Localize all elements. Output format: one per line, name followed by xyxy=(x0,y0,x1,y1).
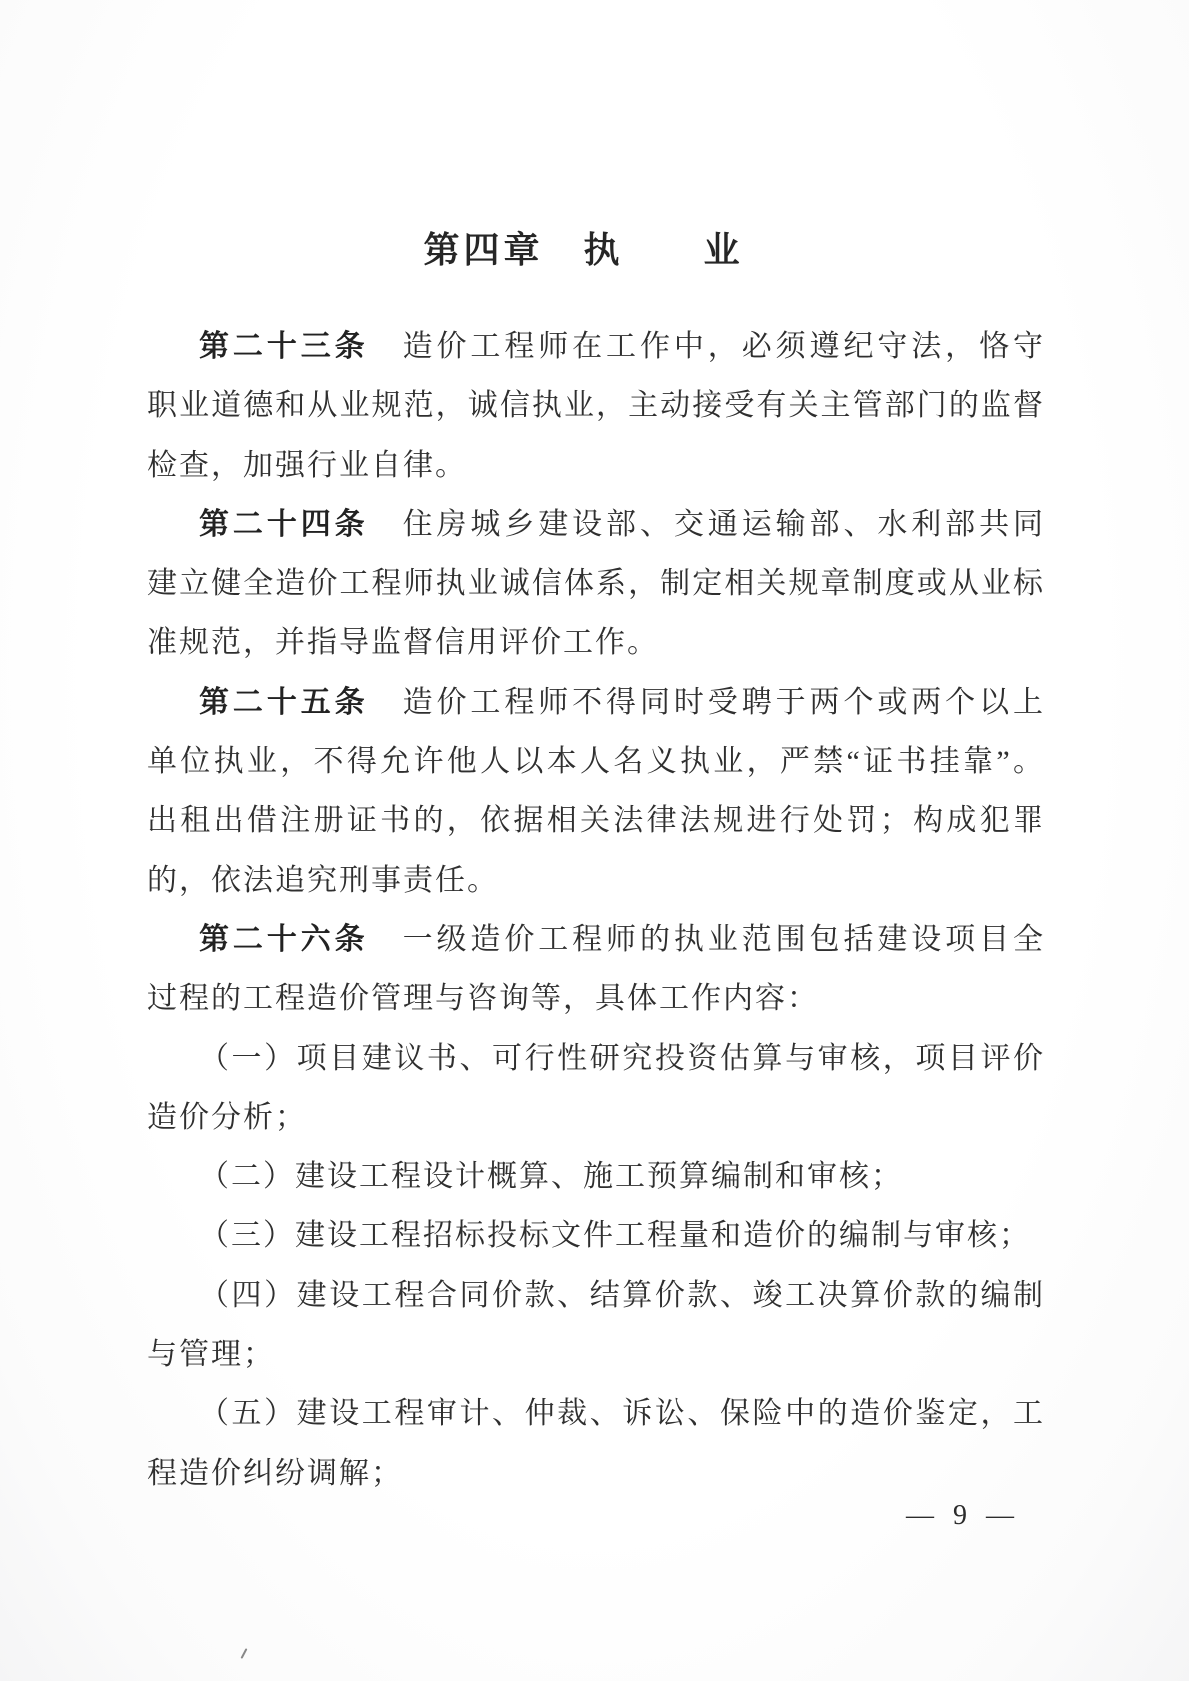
line-text: （二）建设工程设计概算、施工预算编制和审核； xyxy=(199,1160,903,1194)
line-text: （五）建设工程审计、仲裁、诉讼、保险中的造价鉴定，工 xyxy=(199,1397,1045,1431)
article-number: 第二十三条 xyxy=(199,330,369,363)
line-text: （四）建设工程合同价款、结算价款、竣工决算价款的编制 xyxy=(199,1278,1045,1312)
text-line xyxy=(147,1206,1045,1265)
text-line xyxy=(147,732,1045,791)
text-line xyxy=(147,791,1045,850)
line-text: 造价分析； xyxy=(147,1100,307,1134)
text-line xyxy=(147,1384,1045,1443)
line-text: 单位执业，不得允许他人以本人名义执业，严禁“证书挂靠”。 xyxy=(147,745,1045,779)
text-line xyxy=(147,851,1045,910)
line-text: （一）项目建议书、可行性研究投资估算与审核，项目评价 xyxy=(199,1041,1045,1075)
line-text: 过程的工程造价管理与咨询等，具体工作内容： xyxy=(147,982,819,1016)
line-text: 程造价纠纷调解； xyxy=(147,1456,403,1490)
text-line xyxy=(147,1266,1045,1325)
text-line xyxy=(147,554,1045,613)
line-text: 建立健全造价工程师执业诚信体系，制定相关规章制度或从业标 xyxy=(147,567,1045,601)
text-line xyxy=(147,673,1045,732)
line-text: 检查，加强行业自律。 xyxy=(147,448,467,482)
text-line xyxy=(147,969,1045,1028)
line-text: 住房城乡建设部、交通运输部、水利部共同 xyxy=(402,507,1046,541)
text-line xyxy=(147,436,1045,495)
chapter-heading: 第四章 执 业 xyxy=(423,230,744,270)
text-line xyxy=(147,1147,1045,1206)
text-line xyxy=(147,1088,1045,1147)
text-line xyxy=(147,1444,1045,1503)
text-line xyxy=(147,910,1045,969)
document-body xyxy=(147,317,1045,1503)
article-number: 第二十六条 xyxy=(199,922,369,956)
article-number: 第二十四条 xyxy=(199,507,369,541)
line-text: 一级造价工程师的执业范围包括建设项目全 xyxy=(402,922,1046,956)
text-line xyxy=(147,1325,1045,1384)
line-text: 造价工程师不得同时受聘于两个或两个以上 xyxy=(402,685,1046,719)
text-line xyxy=(147,317,1045,376)
line-text: 职业道德和从业规范，诚信执业，主动接受有关主管部门的监督 xyxy=(147,389,1045,423)
line-text: 造价工程师在工作中，必须遵纪守法，恪守 xyxy=(402,330,1046,363)
text-line xyxy=(147,495,1045,554)
text-line xyxy=(147,613,1045,672)
line-text: 的，依法追究刑事责任。 xyxy=(147,863,499,897)
line-text: 与管理； xyxy=(147,1338,275,1372)
article-number: 第二十五条 xyxy=(199,685,369,719)
text-line xyxy=(147,1029,1045,1088)
text-line xyxy=(147,376,1045,435)
line-text: 准规范，并指导监督信用评价工作。 xyxy=(147,626,659,660)
page-number: — 9 — xyxy=(906,1500,1020,1531)
scan-artifact-mark xyxy=(241,1648,248,1659)
line-text: 出租出借注册证书的，依据相关法律法规进行处罚；构成犯罪 xyxy=(147,804,1045,838)
line-text: （三）建设工程招标投标文件工程量和造价的编制与审核； xyxy=(199,1219,1031,1253)
